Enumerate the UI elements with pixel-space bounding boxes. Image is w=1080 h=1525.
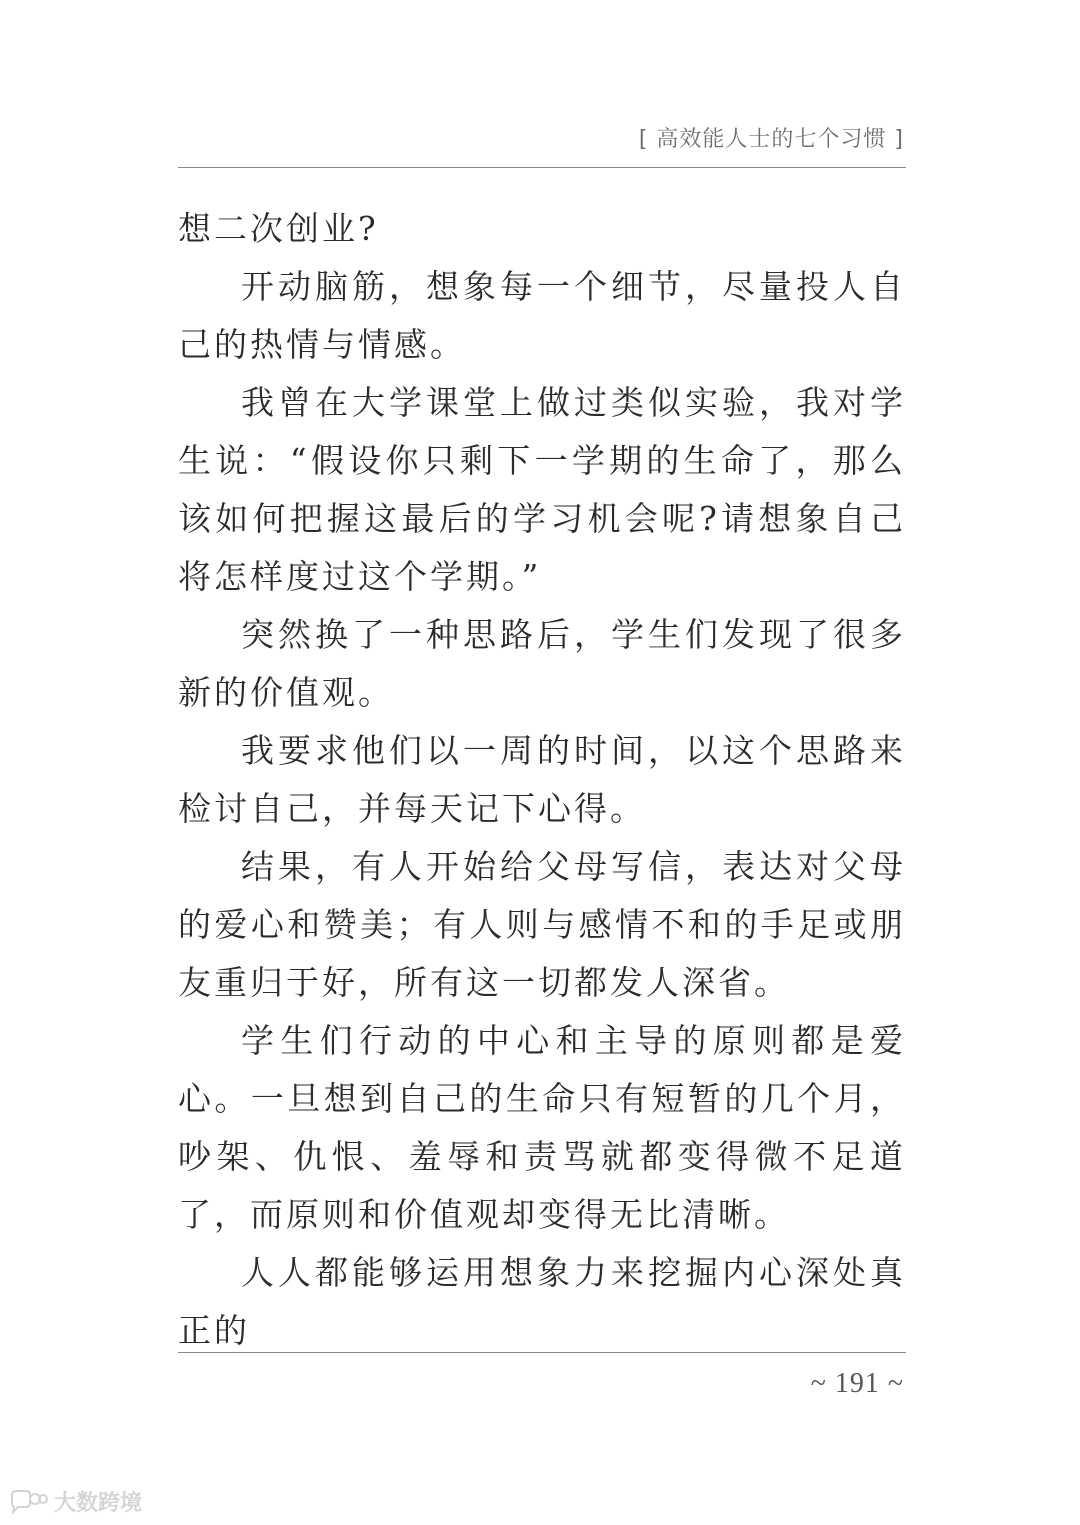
watermark [8, 1486, 142, 1517]
paragraph: 开动脑筋，想象每一个细节，尽量投人自己的热情与情感。 [178, 267, 906, 364]
paragraph: 人人都能够运用想象力来挖掘内心深处真正的 [178, 1253, 906, 1350]
header-rule [178, 167, 906, 168]
running-header: [ 高效能人士的七个习惯 ] [638, 127, 904, 152]
body-text [178, 200, 906, 1360]
paragraph: 突然换了一种思路后，学生们发现了很多新的价值观。 [178, 615, 906, 712]
watermark-text: 大数跨境 [54, 1491, 143, 1516]
footer-rule [178, 1352, 906, 1353]
paragraph: 我要求他们以一周的时间，以这个思路来检讨自己，并每天记下心得。 [178, 731, 906, 828]
page-number: ~ 191 ~ [810, 1368, 904, 1399]
chat-bubble-logo-icon [8, 1489, 48, 1515]
paragraph: 想二次创业? [178, 209, 379, 248]
paragraph: 我曾在大学课堂上做过类似实验，我对学生说：“假设你只剩下一学期的生命了，那么该如何把握这最后的学习机会呢?请想象自己将怎样度过这个学期。” [178, 383, 906, 596]
paragraph: 结果，有人开始给父母写信，表达对父母的爱心和赞美；有人则与感情不和的手足或朋友重归于好，所有这一切都发人深省。 [178, 847, 906, 1002]
paragraph: 学生们行动的中心和主导的原则都是爱心。一旦想到自己的生命只有短暂的几个月，吵架、仇恨、羞辱和责骂就都变得微不足道了，而原则和价值观却变得无比清晰。 [178, 1021, 906, 1234]
